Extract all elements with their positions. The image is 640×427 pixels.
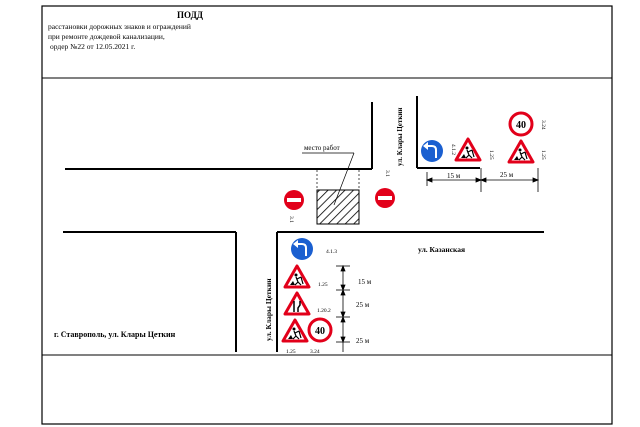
sign-code-work-top-left: 1.25 [488, 150, 494, 160]
sign-code-work1: 1.25 [318, 282, 328, 288]
street-zetkin-top: ул. Клары Цеткин [396, 107, 404, 166]
distance-bottom-2: 25 м [356, 301, 370, 309]
header-line-1: расстановки дорожных знаков и ограждений [48, 22, 191, 31]
sign-code-limit-top: 3.24 [540, 120, 546, 130]
street-kazanskaya: ул. Казанская [418, 245, 466, 254]
work-zone-label: место работ [304, 144, 340, 152]
speed-limit-sign-bottom [309, 319, 331, 341]
header-line-3: ордер №22 от 12.05.2021 г. [50, 42, 136, 51]
header-title: ПОДД [177, 10, 203, 20]
sign-code-brick-right: 3.1 [384, 170, 390, 177]
sign-code-limit-bottom: 3.24 [310, 349, 320, 355]
no-entry-sign-left [284, 190, 304, 210]
turn-left-sign-bottom [291, 238, 313, 260]
header-line-2: при ремонте дождевой канализации, [48, 32, 165, 41]
distance-top-1: 15 м [447, 172, 461, 180]
no-entry-sign-right [375, 188, 395, 208]
sign-code-work-top-right: 1.25 [540, 150, 546, 160]
speed-limit-top-value: 40 [516, 120, 526, 131]
speed-limit-bottom-value: 40 [315, 326, 325, 337]
distance-top-2: 25 м [500, 171, 514, 179]
distance-bottom-1: 15 м [358, 278, 372, 286]
sign-code-turn-top: 4.1.2 [450, 144, 456, 155]
sign-code-narrow: 1.20.2 [317, 308, 331, 314]
distance-bottom-3: 25 м [356, 337, 370, 345]
location-label: г. Ставрополь, ул. Клары Цеткин [54, 330, 176, 339]
sign-code-turn-bottom: 4.1.3 [326, 249, 337, 255]
sign-code-work2: 1.25 [286, 349, 296, 355]
speed-limit-sign-top [510, 113, 532, 135]
street-zetkin-bottom: ул. Клары Цеткин [264, 278, 273, 341]
sign-code-brick-left: 3.1 [288, 216, 294, 223]
turn-left-sign-top [421, 140, 443, 162]
